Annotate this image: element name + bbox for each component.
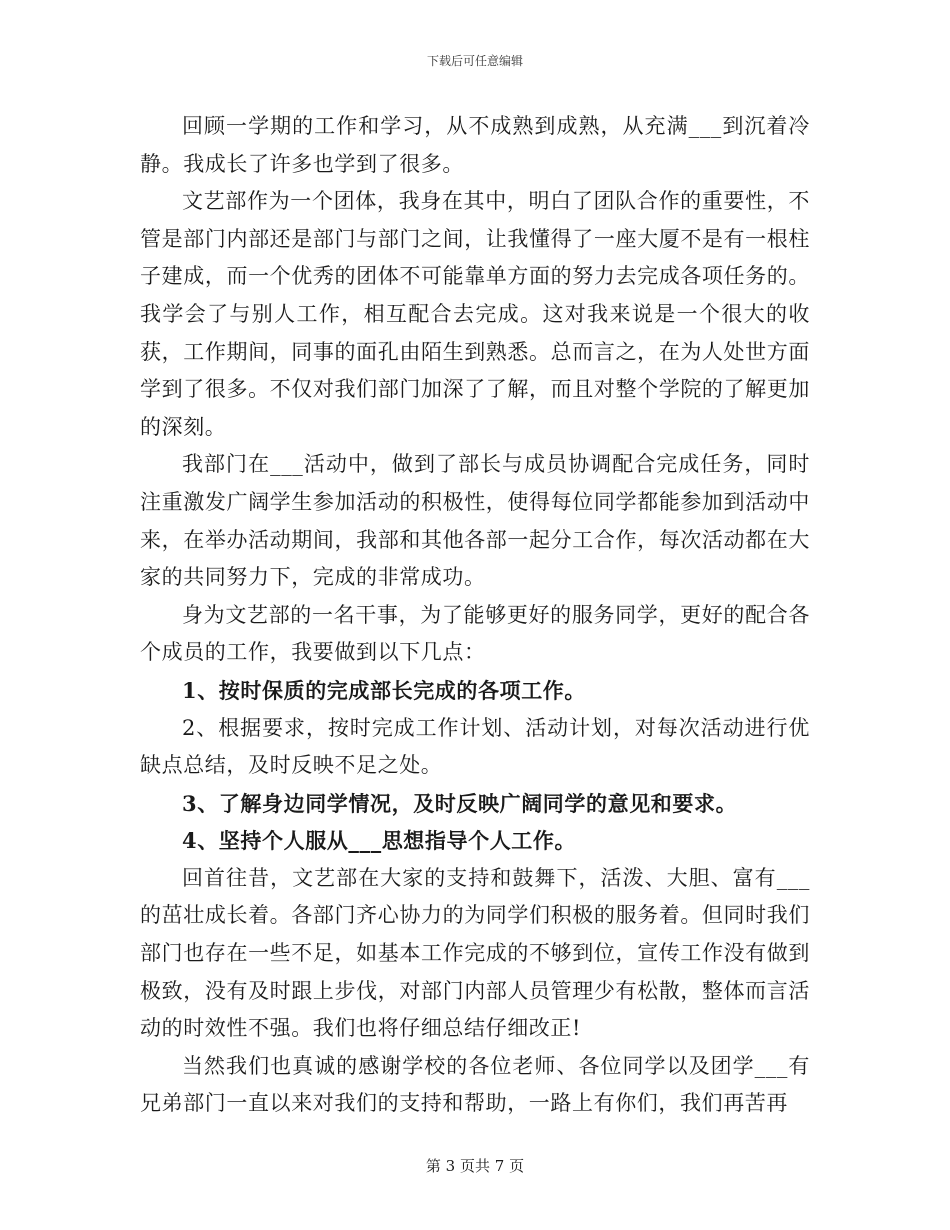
paragraph-thanks: 当然我们也真诚的感谢学校的各位老师、各位同学以及团学___有兄弟部门一直以来对我们的支持和帮助，一路上有你们，我们再苦再	[140, 1053, 810, 1116]
paragraph-activities: 我部门在___活动中，做到了部长与成员协调配合完成任务，同时注重激发广阔学生参加活动的积极性，使得每位同学都能参加到活动中来，在举办活动期间，我部和其他各部一起分工合作，每次活动都在大家的共同努力下，完成的非常成功。	[140, 452, 810, 590]
paragraph-commitment-intro: 身为文艺部的一名干事，为了能够更好的服务同学，更好的配合各个成员的工作，我要做到以下几点：	[140, 602, 810, 665]
page-header: 下载后可任意编辑	[426, 54, 523, 68]
list-item-3: 3、了解身边同学情况，及时反映广阔同学的意见和要求。	[182, 790, 738, 816]
paragraph-teamwork: 文艺部作为一个团体，我身在其中，明白了团队合作的重要性，不管是部门内部还是部门与部门之间，让我懂得了一座大厦不是有一根柱子建成，而一个优秀的团体不可能靠单方面的努力去完成各项任务的。我学会了与别人工作，相互配合去完成。这对我来说是一个很大的收获，工作期间，同事的面孔由陌生到熟悉。总而言之，在为人处世方面学到了很多。不仅对我们部门加深了了解，而且对整个学院的了解更加的深刻。	[140, 189, 810, 439]
list-item-4: 4、坚持个人服从___思想指导个人工作。	[182, 828, 577, 854]
paragraph-retrospective: 回首往昔，文艺部在大家的支持和鼓舞下，活泼、大胆、富有___的茁壮成长着。各部门齐心协力的为同学们积极的服务着。但同时我们部门也存在一些不足，如基本工作完成的不够到位，宣传工作没有做到极致，没有及时跟上步伐，对部门内部人员管理少有松散，整体而言活动的时效性不强。我们也将仔细总结仔细改正!	[140, 865, 810, 1041]
page-footer: 第 3 页共 7 页	[425, 1157, 525, 1175]
document-body	[140, 108, 810, 1123]
paragraph-review: 回顾一学期的工作和学习，从不成熟到成熟，从充满___到沉着冷静。我成长了许多也学到了很多。	[140, 114, 810, 176]
list-item-1: 1、按时保质的完成部长完成的各项工作。	[182, 677, 587, 703]
list-item-2: 2、根据要求，按时完成工作计划、活动计划，对每次活动进行优缺点总结，及时反映不足之处。	[140, 715, 810, 778]
